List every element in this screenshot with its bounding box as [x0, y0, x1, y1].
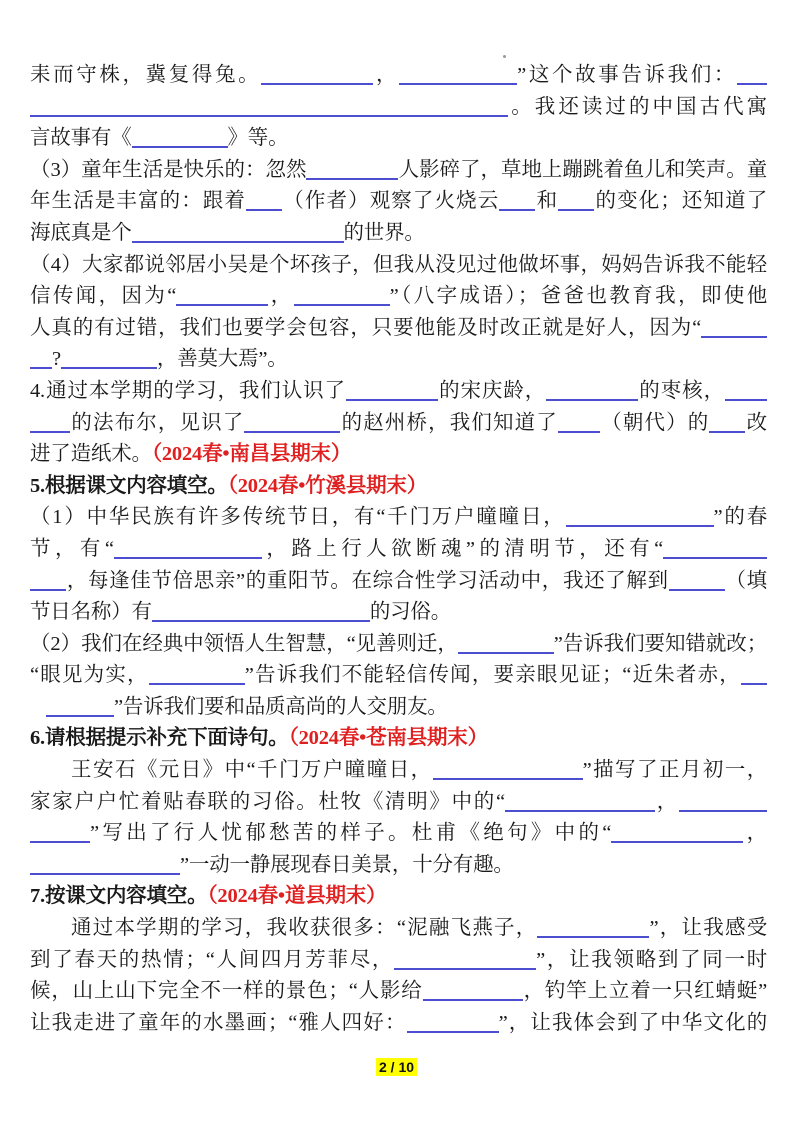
line-fable-1 — [30, 60, 767, 92]
text-run: ，钓竿上立着一只红蜻蜓” — [522, 980, 767, 1003]
text-run: ”，让我感受 — [649, 917, 767, 940]
text-run: ”这个故事告诉我们： — [517, 64, 737, 86]
line-fable-3 — [30, 123, 767, 155]
text-run: ， — [373, 64, 400, 86]
fill-in-blank — [737, 65, 767, 85]
text-run: 和 — [535, 190, 559, 213]
text-run: 人影碎了，草地上蹦跳着鱼儿和笑声。童 — [398, 158, 767, 181]
fill-in-blank — [407, 1013, 499, 1033]
text-run: ”描写了正月初一， — [582, 759, 767, 782]
question-heading: 7.按课文内容填空。 — [30, 885, 208, 908]
text-run: 4.通过本学期的学习，我们认识了 — [30, 379, 346, 402]
text-run: 。我还读过的中国古代寓 — [508, 95, 767, 118]
fill-in-blank — [30, 349, 52, 369]
text-run: （1）中华民族有许多传统节日，有“千门万户曈曈日， — [30, 506, 566, 529]
fill-in-blank — [701, 318, 767, 338]
line-q6-1 — [30, 755, 767, 787]
line-q6-4 — [30, 850, 767, 882]
fill-in-blank — [558, 413, 600, 433]
line-q5-5 — [30, 629, 767, 661]
text-run: 节日名称）有 — [30, 601, 152, 624]
text-run: 的世界。 — [343, 221, 425, 244]
line-q4-1 — [30, 250, 767, 282]
line-q4num-2 — [30, 408, 767, 440]
exam-source-label: （2024春•南昌县期末） — [151, 443, 352, 466]
text-run: ， — [268, 285, 294, 308]
fill-in-blank — [346, 381, 438, 401]
exam-source-label: （2024春•道县期末） — [207, 885, 387, 908]
fill-in-blank — [30, 413, 70, 433]
text-run: （作者）观察了火烧云 — [282, 190, 500, 213]
text-run: ”（八字成语）；爸爸也教育我，即使他 — [389, 285, 768, 308]
fill-in-blank — [433, 760, 583, 780]
fill-in-blank — [566, 507, 714, 527]
fill-in-blank — [679, 792, 767, 812]
question-heading: 5.根据课文内容填空。 — [30, 474, 228, 497]
exam-source-label: （2024春•苍南县期末） — [288, 727, 488, 750]
fill-in-blank — [294, 286, 390, 306]
fill-in-blank — [669, 571, 725, 591]
text-run: 言故事有《 — [30, 127, 132, 150]
text-run: 人真的有过错，我们也要学会包容，只要他能及时改正就是好人，因为“ — [30, 316, 701, 339]
fill-in-blank — [741, 665, 767, 685]
line-q4num-3 — [30, 439, 767, 471]
line-q4-3 — [30, 313, 767, 345]
fill-in-blank — [152, 602, 370, 622]
line-q5-4 — [30, 597, 767, 629]
text-run: 的变化；还知道了 — [594, 190, 767, 213]
fill-in-blank — [546, 381, 638, 401]
page-indicator: 2 / 10 — [376, 1058, 417, 1076]
fill-in-blank — [176, 286, 268, 306]
fill-in-blank — [30, 97, 508, 117]
line-q5-1 — [30, 502, 767, 534]
fill-in-blank — [30, 855, 180, 875]
text-run: 家家户户忙着贴春联的习俗。杜牧《清明》中的“ — [30, 790, 505, 813]
fill-in-blank — [537, 918, 649, 938]
fill-in-blank — [246, 191, 282, 211]
line-q6-2 — [30, 787, 767, 819]
fill-in-blank — [663, 539, 767, 559]
line-q3-1 — [30, 155, 767, 187]
stray-mark — [503, 55, 506, 58]
fill-in-blank — [114, 539, 262, 559]
fill-in-blank — [725, 381, 767, 401]
line-q3-2 — [30, 186, 767, 218]
fill-in-blank — [261, 65, 373, 85]
text-run: ”，让我体会到了中华文化的 — [498, 1011, 768, 1034]
text-run: ”告诉我们不能轻信传闻，要亲眼见证；“近朱者赤， — [244, 664, 741, 687]
line-q7-3 — [30, 976, 767, 1008]
text-run: ，路上行人欲断魂”的清明节，还有“ — [261, 537, 663, 560]
text-run: 的法布尔，见识了 — [70, 411, 245, 434]
fill-in-blank — [30, 823, 90, 843]
text-run: 年生活是丰富的：跟着 — [30, 190, 246, 213]
fill-in-blank — [149, 665, 245, 685]
fill-in-blank — [306, 160, 398, 180]
text-run: ? — [52, 348, 61, 371]
text-run: 节，有“ — [30, 537, 114, 560]
text-run: ”告诉我们要和品质高尚的人交朋友。 — [114, 695, 448, 718]
line-q6-3 — [30, 818, 767, 850]
text-run: 的习俗。 — [369, 601, 452, 624]
text-run: ，每逢佳节倍思亲”的重阳节。在综合性学习活动中，我还了解到 — [66, 569, 669, 592]
text-run: 的枣核， — [638, 379, 725, 402]
text-run: 的宋庆龄， — [437, 379, 547, 402]
line-q4-4 — [30, 344, 767, 376]
text-run: 进了造纸术。 — [30, 443, 152, 466]
text-run: 让我走进了童年的水墨画；“雅人四好： — [30, 1011, 407, 1034]
fill-in-blank — [132, 128, 228, 148]
text-run: ”，让我领略到了同一时 — [536, 948, 767, 971]
text-run: 信传闻，因为“ — [30, 285, 177, 308]
fill-in-blank — [61, 349, 157, 369]
text-run: 耒而守株，冀复得兔。 — [30, 64, 262, 86]
text-run: （朝代）的 — [599, 411, 710, 434]
text-run: ”写出了行人忧郁愁苦的样子。杜甫《绝句》中的“ — [90, 822, 612, 845]
spacer — [30, 712, 46, 713]
text-run: 海底真是个 — [30, 221, 132, 244]
fill-in-blank — [244, 413, 340, 433]
text-run: ，善莫大焉”。 — [156, 348, 288, 371]
fill-in-blank — [499, 191, 535, 211]
document-body — [30, 60, 767, 1039]
fill-in-blank — [30, 571, 66, 591]
line-q4-2 — [30, 281, 767, 313]
line-q5-heading — [30, 471, 767, 503]
line-q7-1 — [30, 913, 767, 945]
text-run: 的赵州桥，我们知道了 — [340, 411, 558, 434]
fill-in-blank — [505, 792, 655, 812]
text-run: ， — [743, 822, 767, 845]
line-fable-2 — [30, 92, 767, 124]
fill-in-blank — [709, 413, 745, 433]
text-run: 候，山上山下完全不一样的景色；“人影给 — [30, 980, 423, 1003]
line-q4num-1 — [30, 376, 767, 408]
line-q5-6 — [30, 660, 767, 692]
text-run: “眼见为实， — [30, 664, 149, 687]
fill-in-blank — [46, 697, 114, 717]
text-run: （4）大家都说邻居小吴是个坏孩子，但我从没见过他做坏事，妈妈告诉我不能轻 — [30, 253, 767, 276]
line-q7-2 — [30, 945, 767, 977]
page-footer — [0, 1058, 793, 1077]
text-run: （3）童年生活是快乐的：忽然 — [30, 158, 307, 181]
text-run: 到了春天的热情；“人间四月芳菲尽， — [30, 948, 395, 971]
fill-in-blank — [132, 223, 344, 243]
fill-in-blank — [558, 191, 594, 211]
fill-in-blank — [611, 823, 743, 843]
fill-in-blank — [394, 950, 536, 970]
text-run: ”的春 — [713, 506, 767, 529]
line-q5-2 — [30, 534, 767, 566]
text-run: ， — [654, 790, 679, 813]
line-q5-7 — [30, 692, 767, 724]
exam-source-label: （2024春•竹溪县期末） — [227, 474, 428, 497]
fill-in-blank — [458, 634, 554, 654]
text-run: 通过本学期的学习，我收获很多：“泥融飞燕子， — [71, 917, 538, 940]
line-q6-heading — [30, 723, 767, 755]
fill-in-blank — [399, 65, 517, 85]
text-run: 》等。 — [227, 127, 289, 150]
text-run: ”一动一静展现春日美景，十分有趣。 — [180, 853, 514, 876]
question-heading: 6.请根据提示补充下面诗句。 — [30, 727, 289, 750]
text-run: （填 — [724, 569, 767, 592]
text-run: 王安石《元日》中“千门万户曈曈日， — [71, 759, 433, 782]
line-q7-heading — [30, 881, 767, 913]
text-run: 改 — [745, 411, 767, 434]
fill-in-blank — [423, 981, 523, 1001]
line-q5-3 — [30, 566, 767, 598]
text-run: ”告诉我们要知错就改； — [553, 632, 767, 655]
line-q7-4 — [30, 1008, 767, 1040]
text-run: （2）我们在经典中领悟人生智慧，“见善则迁， — [30, 632, 458, 655]
line-q3-3 — [30, 218, 767, 250]
